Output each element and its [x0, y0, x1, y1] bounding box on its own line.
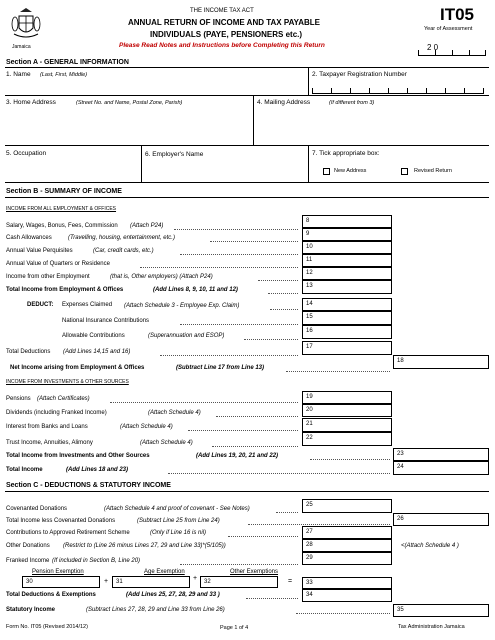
line-18-label: Net Income arising from Employment & Offices	[10, 365, 145, 371]
line-10-label: Annual Value Perquisites	[6, 248, 73, 254]
line-26-hint: (Subtract Line 25 from Line 24)	[137, 518, 220, 524]
line-12-label: Income from other Employment	[6, 274, 90, 280]
line-23-box[interactable]: 23	[393, 448, 489, 461]
revised-return-label: Revised Return	[414, 168, 452, 174]
line-30-box[interactable]: 30	[22, 576, 100, 588]
line-31-box[interactable]: 31	[112, 576, 190, 588]
year-prefix: 2 0	[427, 43, 439, 52]
line-20-box[interactable]: 20	[302, 404, 392, 417]
line-17-box[interactable]: 17	[302, 341, 392, 355]
line-18-hint: (Subtract Line 17 from Line 13)	[176, 365, 265, 371]
line-26-label: Total Income less Covenanted Donations	[6, 518, 116, 524]
line-28-label: Other Donations	[6, 543, 50, 549]
agency-name: Tax Administration Jamaica	[398, 624, 465, 630]
line-8-hint: (Attach P24)	[130, 223, 164, 229]
line-12-box[interactable]: 12	[302, 267, 392, 280]
mailing-address-hint: (If different from 3)	[329, 100, 375, 106]
trn-label: 2. Taxpayer Registration Number	[312, 71, 407, 78]
mailing-address-field[interactable]	[257, 110, 487, 143]
employer-name-label: 6. Employer's Name	[145, 151, 204, 158]
plus-sign-1: +	[104, 578, 109, 585]
new-address-checkbox[interactable]	[323, 168, 330, 175]
section-c-title: Section C - DEDUCTIONS & STATUTORY INCOME	[6, 482, 171, 489]
line-25-label: Covenanted Donations	[6, 506, 68, 512]
line-8-label: Salary, Wages, Bonus, Fees, Commission	[6, 223, 118, 229]
line-29-box[interactable]: 29	[302, 552, 392, 565]
line-14-label: Expenses Claimed	[62, 302, 113, 308]
home-address-field[interactable]	[6, 110, 249, 143]
line-34-box[interactable]: 34	[302, 589, 392, 602]
line-27-box[interactable]: 27	[302, 526, 392, 539]
line-22-box[interactable]: 22	[302, 432, 392, 446]
line-16-hint: (Superannuation and ESOP)	[148, 333, 225, 339]
line-21-box[interactable]: 21	[302, 418, 392, 432]
occupation-label: 5. Occupation	[6, 150, 47, 157]
line-28-note: <(Attach Schedule 4 )	[401, 543, 459, 549]
line-23-hint: (Add Lines 19, 20, 21 and 22)	[196, 453, 279, 459]
section-a-title: Section A - GENERAL INFORMATION	[6, 59, 129, 66]
line-10-hint: (Car, credit cards, etc.)	[93, 248, 154, 254]
line-29-label: Franked Income	[6, 558, 50, 564]
line-21-label: Interest from Banks and Loans	[6, 424, 88, 430]
line-25-box[interactable]: 25	[302, 499, 392, 513]
home-address-label: 3. Home Address	[6, 99, 56, 106]
line-13-hint: (Add Lines 8, 9, 10, 11 and 12)	[153, 287, 238, 293]
section-b-title: Section B - SUMMARY OF INCOME	[6, 188, 122, 195]
line-12-hint: (that is, Other employers) (Attach P24)	[110, 274, 213, 280]
form-code: IT05	[440, 5, 475, 24]
investment-income-heading: INCOME FROM INVESTMENTS & OTHER SOURCES	[6, 379, 129, 385]
line-13-label: Total Income from Employment & Offices	[6, 287, 124, 293]
line-18-box[interactable]: 18	[393, 355, 489, 369]
other-exemptions-label: Other Exemptions	[230, 569, 279, 575]
line-22-label: Trust Income, Annuities, Alimony	[6, 440, 93, 446]
line-23-label: Total Income from Investments and Other Sources	[6, 453, 150, 459]
line-17-label: Total Deductions	[6, 349, 51, 355]
line-25-hint: (Attach Schedule 4 and proof of covenant - See Notes)	[104, 506, 250, 512]
equals-sign: =	[288, 578, 293, 585]
year-of-assessment-label: Year of Assessment	[424, 26, 473, 32]
line-19-box[interactable]: 19	[302, 391, 392, 404]
name-field[interactable]	[6, 80, 304, 93]
age-exemption-label: Age Exemption	[144, 569, 185, 575]
line-10-box[interactable]: 10	[302, 241, 392, 254]
line-9-hint: (Travelling, housing, entertainment, etc.)	[68, 235, 175, 241]
instructions-notice: Please Read Notes and Instructions before Completing this Return	[119, 42, 325, 49]
trn-input[interactable]	[312, 88, 487, 94]
line-22-hint: (Attach Schedule 4)	[140, 440, 193, 446]
line-35-hint: (Subtract Lines 27, 28, 29 and Line 33 from Line 26)	[86, 607, 225, 613]
line-26-box[interactable]: 26	[393, 513, 489, 526]
line-27-hint: (Only if Line 16 is nil)	[150, 530, 207, 536]
line-19-hint: (Attach Certificates)	[37, 396, 90, 402]
line-28-hint: (Restrict to (Line 26 minus Lines 27, 29 and Line 33)*(5/105))	[63, 543, 226, 549]
plus-sign-2: +	[193, 575, 198, 582]
line-24-box[interactable]: 24	[393, 461, 489, 475]
deduct-label: DEDUCT:	[27, 302, 54, 308]
line-28-box[interactable]: 28	[302, 539, 392, 552]
line-9-label: Cash Allowances	[6, 235, 52, 241]
line-8-box[interactable]: 8	[302, 215, 392, 228]
line-34-hint: (Add Lines 25, 27, 28, 29 and 33 )	[126, 592, 220, 598]
line-16-box[interactable]: 16	[302, 325, 392, 339]
line-14-hint: (Attach Schedule 3 - Employee Exp. Claim)	[124, 303, 240, 309]
form-title: ANNUAL RETURN OF INCOME AND TAX PAYABLE	[128, 18, 321, 27]
home-address-hint: (Street No. and Name, Postal Zone, Parish)	[76, 100, 183, 106]
line-11-label: Annual Value of Quarters or Residence	[6, 261, 110, 267]
pension-exemption-label: Pension Exemption	[32, 569, 84, 575]
act-title: THE INCOME TAX ACT	[190, 8, 254, 14]
employer-name-field[interactable]	[145, 161, 305, 180]
form-subtitle: INDIVIDUALS (PAYE, PENSIONERS etc.)	[150, 30, 303, 39]
line-33-box[interactable]: 33	[302, 577, 392, 589]
line-20-hint: (Attach Schedule 4)	[148, 410, 201, 416]
page-number: Page 1 of 4	[220, 625, 249, 631]
mailing-address-label: 4. Mailing Address	[257, 99, 311, 106]
line-27-label: Contributions to Approved Retirement Scheme	[6, 530, 130, 536]
name-hint: (Last, First, Middle)	[40, 72, 88, 78]
employment-income-heading: INCOME FROM ALL EMPLOYMENT & OFFICES	[6, 206, 117, 212]
line-13-box[interactable]: 13	[302, 280, 392, 294]
line-17-hint: (Add Lines 14,15 and 16)	[63, 349, 131, 355]
line-11-box[interactable]: 11	[302, 254, 392, 267]
line-14-box[interactable]: 14	[302, 298, 392, 311]
occupation-field[interactable]	[6, 160, 138, 180]
line-35-label: Statutory Income	[6, 607, 56, 613]
jamaica-coat-of-arms-icon	[10, 6, 42, 42]
line-16-label: Allowable Contributions	[62, 333, 125, 339]
line-24-hint: (Add Lines 18 and 23)	[66, 467, 129, 473]
name-label: 1. Name	[6, 71, 31, 78]
country-label: Jamaica	[12, 44, 31, 50]
line-21-hint: (Attach Schedule 4)	[120, 424, 173, 430]
line-15-box[interactable]: 15	[302, 311, 392, 325]
new-address-label: New Address	[334, 168, 367, 174]
line-24-label: Total Income	[6, 467, 43, 473]
line-20-label: Dividends (including Franked Income)	[6, 410, 107, 416]
tick-box-label: 7. Tick appropriate box:	[312, 150, 380, 157]
form-number: Form No. IT05 (Revised 2014/12)	[6, 624, 88, 630]
line-34-label: Total Deductions & Exemptions	[6, 592, 96, 598]
year-input[interactable]	[418, 52, 486, 56]
line-15-label: National Insurance Contributions	[62, 318, 150, 324]
revised-return-checkbox[interactable]	[401, 168, 408, 175]
line-35-box[interactable]: 35	[393, 604, 489, 617]
line-32-box[interactable]: 32	[200, 576, 278, 588]
line-19-label: Pensions	[6, 396, 31, 402]
line-29-hint: (If included in Section B, Line 20)	[52, 558, 141, 564]
line-9-box[interactable]: 9	[302, 228, 392, 241]
